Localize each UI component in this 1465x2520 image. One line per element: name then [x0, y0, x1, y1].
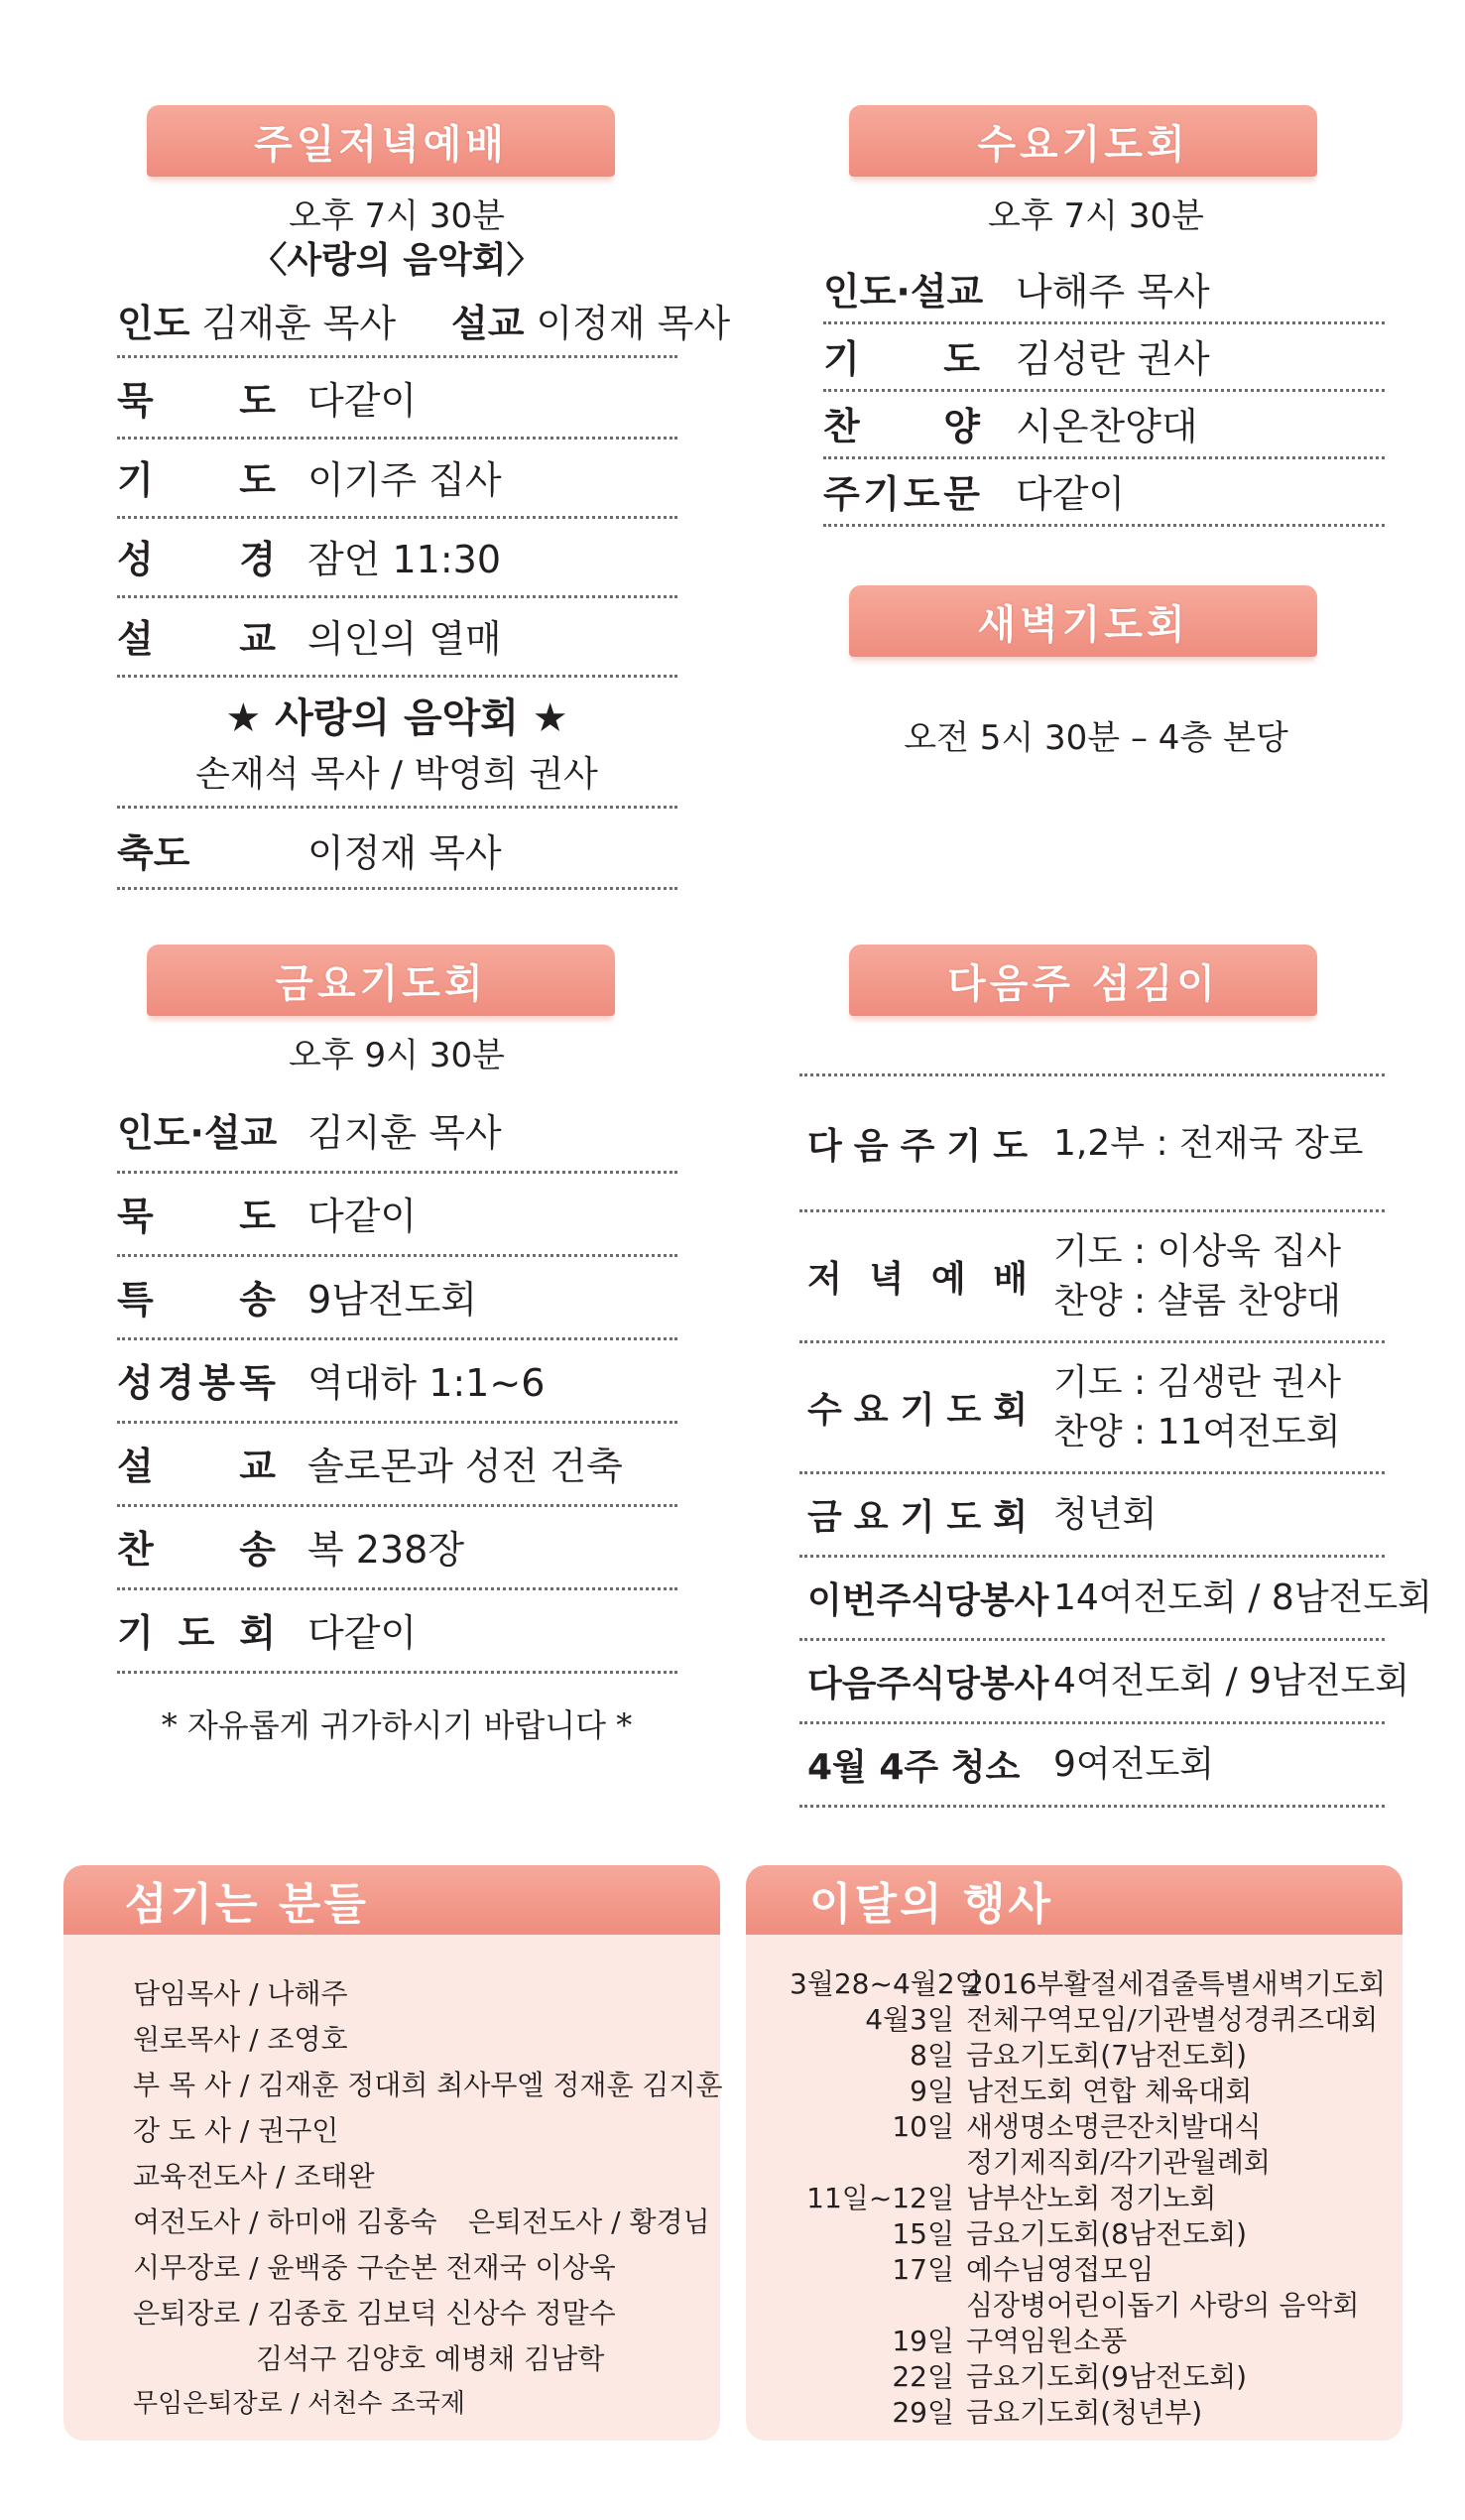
order-value: 김성란 권사 — [1016, 336, 1210, 381]
next-week-values — [1053, 1119, 1363, 1169]
friday-banner: 금요기도회 — [147, 945, 615, 1016]
event-item — [790, 2212, 1247, 2252]
event-text: 남전도회 연합 체육대회 — [966, 2075, 1253, 2107]
next-week-row — [799, 1641, 1410, 1724]
retired-evangelist: 은퇴전도사 / 황경님 — [468, 2205, 710, 2238]
friday-note: * 자유롭게 귀가하시기 바랍니다 * — [161, 1706, 633, 1744]
order-label: 다 음 주 기 도 — [807, 1126, 1028, 1167]
event-item — [790, 2320, 1127, 2359]
servant-line: 시무장로 / 윤백중 구순본 전재국 이상욱 — [133, 2251, 616, 2284]
event-item — [790, 2248, 1154, 2288]
servants-title: 섬기는 분들 — [63, 1865, 720, 1935]
servant-line: 김석구 김양호 예병채 김남학 — [256, 2342, 605, 2375]
order-value: 의인의 열매 — [307, 616, 502, 661]
order-label: 저 녁 예 배 — [807, 1259, 1028, 1300]
order-row — [117, 1087, 677, 1174]
wednesday-time: 오후 7시 30분 — [988, 196, 1204, 236]
next-week-row — [799, 1343, 1385, 1474]
order-label: 찬 양 — [823, 404, 980, 448]
next-week-value: 9여전도회 — [1053, 1743, 1215, 1785]
sunday-evening-subtitle: 〈사랑의 음악회〉 — [251, 240, 543, 281]
event-text: 2016부활절세겹줄특별새벽기도회 — [966, 1967, 1386, 2000]
servant-line: 여전도사 / 하미애 김홍숙 — [133, 2205, 437, 2238]
order-row — [117, 595, 677, 678]
order-label: 설 교 — [117, 616, 276, 661]
preacher-label: 설교 — [451, 301, 525, 345]
order-label: 찬 송 — [117, 1527, 276, 1572]
order-label: 금 요 기 도 회 — [807, 1497, 1028, 1538]
order-label: 주 기 도 문 — [823, 471, 980, 516]
order-row — [117, 437, 677, 519]
next-week-value: 찬양 : 샬롬 찬양대 — [1053, 1280, 1341, 1322]
next-week-values — [1053, 1657, 1409, 1706]
order-row — [117, 516, 677, 598]
order-value: 복 238장 — [307, 1527, 465, 1572]
benediction-label: 축도 — [117, 830, 190, 875]
event-item — [790, 1962, 1386, 2002]
event-date: 11일~12일 — [806, 2182, 954, 2214]
event-text: 금요기도회(7남전도회) — [966, 2039, 1248, 2072]
next-week-row — [799, 1077, 1385, 1212]
event-item — [790, 2034, 1247, 2074]
order-row — [117, 1504, 677, 1590]
event-item — [790, 2391, 1202, 2431]
next-week-row — [799, 1558, 1432, 1641]
event-text: 전체구역모임/기관별성경퀴즈대회 — [966, 2003, 1379, 2036]
order-value: 김지훈 목사 — [307, 1110, 502, 1155]
concert-performers: 손재석 목사 / 박영희 권사 — [195, 754, 598, 795]
order-label: 인도·설교 — [823, 269, 984, 314]
order-row — [823, 321, 1385, 392]
event-text: 예수님영접모임 — [966, 2253, 1155, 2286]
event-item — [790, 2105, 1262, 2145]
divider — [799, 1073, 1385, 1076]
servant-line: 강 도 사 / 권구인 — [133, 2114, 339, 2147]
events-title: 이달의 행사 — [746, 1865, 1403, 1935]
next-week-value: 1,2부 : 전재국 장로 — [1053, 1122, 1364, 1164]
order-row — [117, 1421, 677, 1507]
event-text: 금요기도회(8남전도회) — [966, 2217, 1248, 2250]
order-value: 시온찬양대 — [1016, 404, 1198, 448]
event-date: 19일 — [892, 2325, 954, 2357]
event-text: 금요기도회(9남전도회) — [966, 2360, 1248, 2393]
order-value: 나해주 목사 — [1016, 269, 1210, 314]
benediction-row — [117, 812, 677, 890]
order-row — [117, 1337, 677, 1424]
event-date: 22일 — [892, 2360, 954, 2393]
next-week-row — [799, 1724, 1385, 1808]
event-text: 심장병어린이돕기 사랑의 음악회 — [966, 2289, 1360, 2322]
servant-line: 부 목 사 / 김재훈 정대희 최사무엘 정재훈 김지훈 — [133, 2069, 723, 2101]
order-label: 묵 도 — [117, 378, 276, 423]
dawn-info: 오전 5시 30분 – 4층 본당 — [904, 718, 1288, 758]
concert-title: ★ 사랑의 음악회 ★ — [225, 695, 568, 741]
event-text: 구역임원소풍 — [966, 2325, 1128, 2357]
next-week-values — [1053, 1358, 1341, 1457]
event-date — [790, 2141, 966, 2181]
order-value: 이기주 집사 — [307, 457, 502, 502]
order-row — [117, 1254, 677, 1340]
order-label: 성 경 — [117, 537, 276, 581]
dawn-banner: 새벽기도회 — [849, 585, 1317, 657]
next-week-value: 청년회 — [1053, 1493, 1158, 1535]
event-date: 4월3일 — [865, 2003, 954, 2036]
event-date: 9일 — [910, 2075, 954, 2107]
wednesday-banner: 수요기도회 — [849, 105, 1317, 177]
next-week-values — [1053, 1574, 1432, 1623]
order-value: 다같이 — [1016, 471, 1126, 516]
order-label: 4월 4주 청소 — [807, 1747, 1021, 1788]
event-text: 정기제직회/각기관월례회 — [966, 2146, 1271, 2179]
next-week-values — [1053, 1227, 1341, 1326]
order-label: 수 요 기 도 회 — [807, 1390, 1028, 1431]
order-row — [823, 254, 1385, 324]
order-label: 기 도 — [823, 336, 980, 381]
order-value: 다같이 — [307, 1194, 418, 1238]
servant-line: 교육전도사 / 조태완 — [133, 2160, 375, 2193]
order-row — [117, 1171, 677, 1257]
order-row — [823, 456, 1385, 527]
event-date: 3월28~4월2일 — [790, 1967, 982, 2000]
sunday-evening-time: 오후 7시 30분 — [289, 196, 505, 236]
event-text: 새생명소명큰잔치발대식 — [966, 2110, 1262, 2143]
sunday-evening-banner: 주일저녁예배 — [147, 105, 615, 177]
order-label: 인도·설교 — [117, 1110, 278, 1155]
next-week-values — [1053, 1740, 1214, 1790]
order-row — [117, 1587, 677, 1674]
order-row — [117, 357, 677, 440]
order-value: 9남전도회 — [307, 1277, 478, 1322]
next-week-value: 기도 : 이상욱 집사 — [1053, 1230, 1341, 1272]
next-week-value: 4여전도회 / 9남전도회 — [1053, 1660, 1410, 1701]
event-item — [790, 2177, 1216, 2216]
event-date: 29일 — [892, 2396, 954, 2429]
order-value: 역대하 1:1~6 — [307, 1360, 546, 1405]
leader-name: 김재훈 목사 — [201, 301, 397, 345]
next-week-row — [799, 1212, 1385, 1343]
event-item — [790, 1998, 1378, 2038]
friday-time: 오후 9시 30분 — [289, 1036, 505, 1075]
order-value: 다같이 — [307, 1610, 418, 1655]
order-value: 잠언 11:30 — [307, 537, 502, 581]
order-value: 다같이 — [307, 378, 418, 423]
order-value: 솔로몬과 성전 건축 — [307, 1444, 623, 1488]
preacher-name: 이정재 목사 — [536, 301, 731, 345]
event-date: 17일 — [892, 2253, 954, 2286]
servant-line: 은퇴장로 / 김종호 김보덕 신상수 정말수 — [133, 2297, 616, 2330]
next-week-value: 14여전도회 / 8남전도회 — [1053, 1576, 1432, 1618]
next-week-row — [799, 1474, 1385, 1558]
next-week-values — [1053, 1490, 1157, 1540]
next-week-value: 기도 : 김생란 권사 — [1053, 1361, 1341, 1403]
event-date — [790, 2284, 966, 2324]
servant-line: 담임목사 / 나해주 — [133, 1977, 348, 2010]
event-date: 15일 — [892, 2217, 954, 2250]
next-week-value: 찬양 : 11여전도회 — [1053, 1411, 1341, 1452]
order-label: 특 송 — [117, 1277, 276, 1322]
event-text: 금요기도회(청년부) — [966, 2396, 1203, 2429]
next-week-banner: 다음주 섬김이 — [849, 945, 1317, 1016]
benediction-value: 이정재 목사 — [307, 830, 502, 875]
servant-line: 무임은퇴장로 / 서천수 조국제 — [133, 2389, 465, 2419]
divider — [117, 806, 677, 809]
event-item — [790, 2141, 1271, 2181]
order-label: 성 경 봉 독 — [117, 1360, 276, 1405]
event-item — [790, 2355, 1247, 2395]
event-item — [790, 2070, 1252, 2109]
order-label: 설 교 — [117, 1444, 276, 1488]
leader-label: 인도 — [117, 301, 190, 345]
event-date: 8일 — [910, 2039, 954, 2072]
order-label: 이번주식당봉사 — [807, 1580, 1049, 1621]
event-date: 10일 — [892, 2110, 954, 2143]
event-item — [790, 2284, 1359, 2324]
servant-line: 원로목사 / 조영호 — [133, 2023, 348, 2056]
order-label: 묵 도 — [117, 1194, 276, 1238]
event-text: 남부산노회 정기노회 — [966, 2182, 1217, 2214]
order-row — [823, 389, 1385, 459]
order-label: 기 도 회 — [117, 1610, 276, 1655]
order-label: 기 도 — [117, 457, 276, 502]
order-label: 다음주식당봉사 — [807, 1664, 1049, 1704]
sunday-leader-row — [117, 284, 731, 358]
